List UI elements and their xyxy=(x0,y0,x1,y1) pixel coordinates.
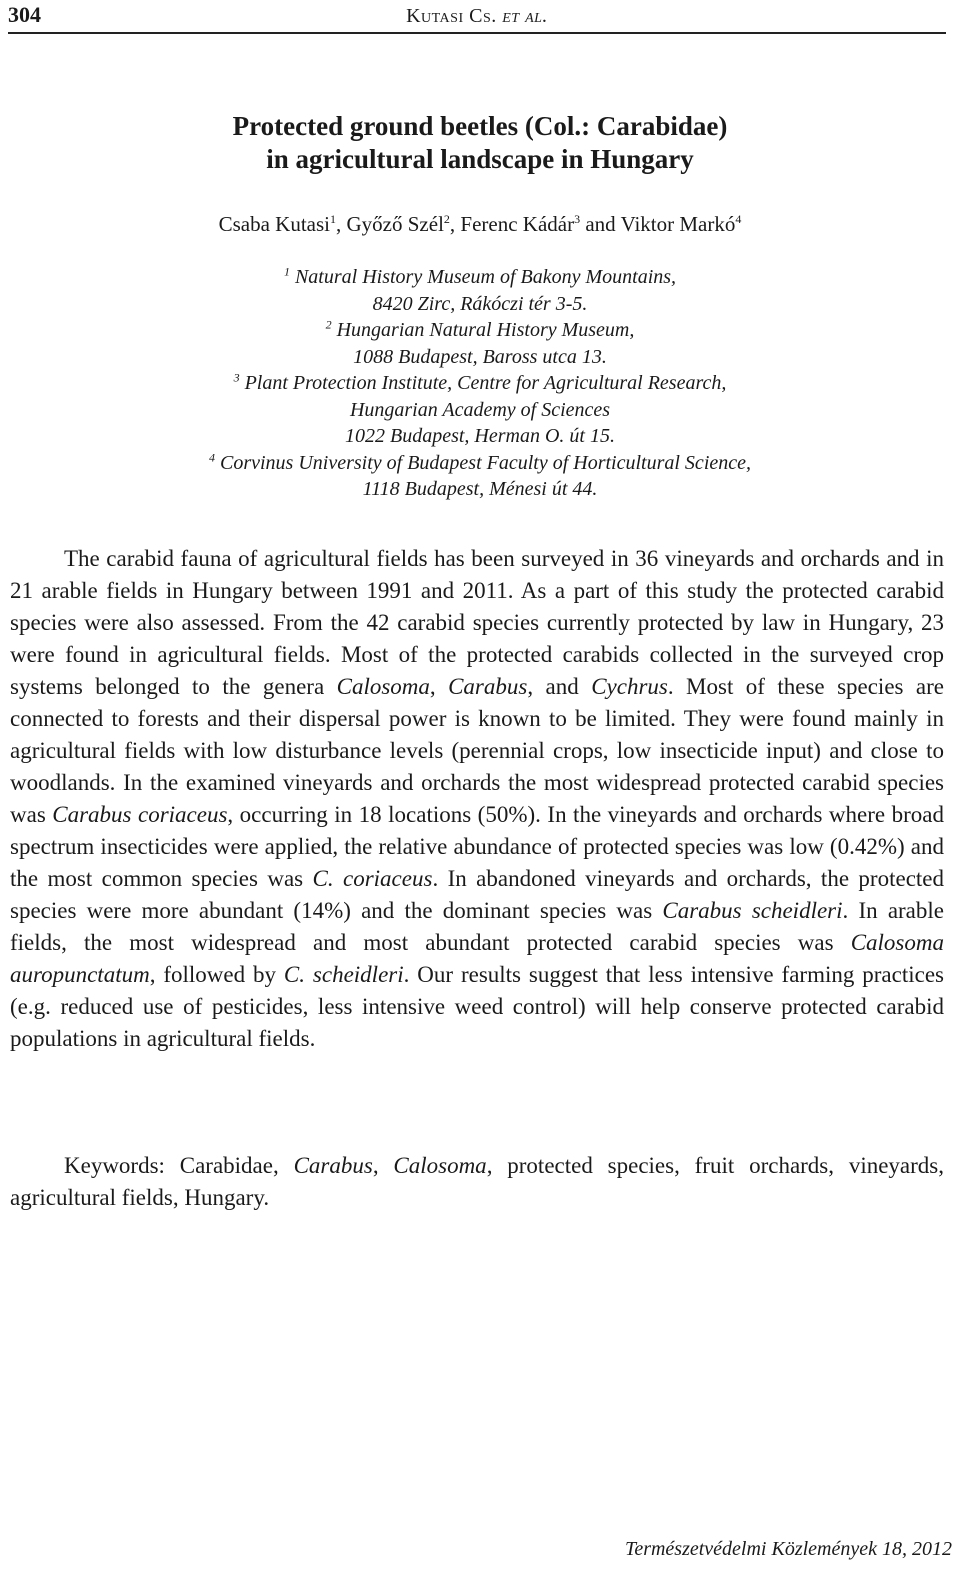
running-header xyxy=(8,0,946,34)
affiliation-2 xyxy=(0,317,960,370)
affiliation-line xyxy=(0,370,960,397)
affiliation-text: Plant Protection Institute, Centre for Agricultural Research, xyxy=(244,372,727,394)
author-separator: , xyxy=(336,212,347,236)
running-authors-names: Kutasi Cs. xyxy=(406,5,497,27)
affiliation-mark: 3 xyxy=(233,370,240,385)
keywords-paragraph xyxy=(10,1150,944,1214)
author-2 xyxy=(347,212,461,236)
text-run: , xyxy=(429,674,449,699)
affiliation-text: Corvinus University of Budapest Faculty of Horticultural Science, xyxy=(219,451,751,474)
text-run: , xyxy=(372,1153,394,1178)
title-line-2: in agricultural landscape in Hungary xyxy=(266,144,694,174)
affiliation-4 xyxy=(0,450,960,503)
affiliation-text: Natural History Museum of Bakony Mountains, xyxy=(294,266,677,288)
author-name: Csaba Kutasi xyxy=(218,212,331,236)
species-name: Calosoma xyxy=(393,1153,487,1178)
affiliation-line xyxy=(0,450,960,477)
text-run: . Most of these species are connected to forests and their dispersal power is known to be limited. They were found mainly in agricultural fields with low disturbance levels (perennial crops, low insecticide input) and close to woodlands. In the examined vineyards and orchards the most widespread protected carabid species was xyxy=(10,674,944,827)
author-affil-mark: 1 xyxy=(330,212,337,226)
affiliation-3 xyxy=(0,370,960,450)
species-name: Calosoma auropunctatum xyxy=(10,930,944,987)
text-run: . In arable fields, the most widespread and most abundant protected carabid species was xyxy=(10,898,944,955)
species-name: Carabus xyxy=(293,1153,373,1178)
author-separator: , xyxy=(449,212,461,236)
journal-citation: Természetvédelmi Közlemények 18, 2012 xyxy=(625,1538,952,1560)
author-list xyxy=(0,210,960,238)
running-authors-etal: et al. xyxy=(502,5,548,27)
affiliation-mark: 4 xyxy=(208,449,215,464)
affiliation-mark: 2 xyxy=(325,317,332,332)
author-3 xyxy=(460,212,620,236)
species-name: C. coriaceus xyxy=(312,866,433,891)
text-run: , occurring in 18 locations (50%). In the vineyards and orchards where broad spectrum insecticides were applied, the relative abundance of protected species was low (0.42%) and the most common species was xyxy=(10,802,944,891)
text-run: The carabid fauna of agricultural fields has been surveyed in 36 vineyards and orchards and in 21 arable fields in Hungary between 1991 and 2011. As a part of this study the protected carabid species were also assessed. From the 42 carabid species currently protected by law in Hungary, 23 were found in agricultural fields. Most of the protected carabids collected in the surveyed crop systems belonged to the genera xyxy=(10,546,944,699)
affiliation-line xyxy=(0,317,960,344)
affiliation-line xyxy=(0,264,960,291)
affiliation-text: Hungarian Natural History Museum, xyxy=(336,319,635,341)
running-authors xyxy=(8,4,946,28)
affiliation-line: 1118 Budapest, Ménesi út 44. xyxy=(362,478,598,500)
affiliation-1 xyxy=(0,264,960,317)
text-run: . In abandoned vineyards and orchards, the protected species were more abundant (14%) and the dominant species was xyxy=(10,866,944,923)
species-name: C. scheidleri xyxy=(283,962,404,987)
species-name: Carabus scheidleri xyxy=(662,898,843,923)
page-number: 304 xyxy=(8,2,41,27)
text-run: . Our results suggest that less intensive farming practices (e.g. reduced use of pesticides, less intensive weed control) will help conserve protected carabid populations in agricultural fields. xyxy=(10,962,944,1051)
title-line-1: Protected ground beetles (Col.: Carabidae) xyxy=(232,111,728,141)
affiliations xyxy=(0,264,960,503)
text-run: , followed by xyxy=(149,962,284,987)
text-run: , protected species, fruit orchards, vineyards, agricultural fields, Hungary. xyxy=(10,1153,945,1210)
author-separator: and xyxy=(580,212,621,236)
text-run: Keywords: Carabidae, xyxy=(64,1153,294,1178)
species-name: Cychrus xyxy=(591,674,668,699)
author-affil-mark: 2 xyxy=(443,212,450,226)
author-name: Győző Szél xyxy=(346,212,444,236)
species-name: Calosoma xyxy=(336,674,430,699)
affiliation-mark: 1 xyxy=(283,264,290,279)
species-name: Carabus coriaceus xyxy=(52,802,228,827)
affiliation-line: 8420 Zirc, Rákóczi tér 3-5. xyxy=(372,292,588,315)
author-4 xyxy=(621,212,742,236)
affiliation-line: 1022 Budapest, Herman O. út 15. xyxy=(345,425,615,447)
author-1 xyxy=(219,212,347,236)
affiliation-line: Hungarian Academy of Sciences xyxy=(349,398,611,421)
author-affil-mark: 4 xyxy=(735,212,742,226)
author-name: Viktor Markó xyxy=(620,212,736,236)
affiliation-line: 1088 Budapest, Baross utca 13. xyxy=(353,345,607,368)
author-name: Ferenc Kádár xyxy=(460,212,575,236)
abstract-paragraph xyxy=(10,543,944,1055)
author-affil-mark: 3 xyxy=(574,212,581,226)
species-name: Carabus xyxy=(448,674,528,699)
text-run: , and xyxy=(527,674,592,699)
paper-title xyxy=(0,110,960,176)
